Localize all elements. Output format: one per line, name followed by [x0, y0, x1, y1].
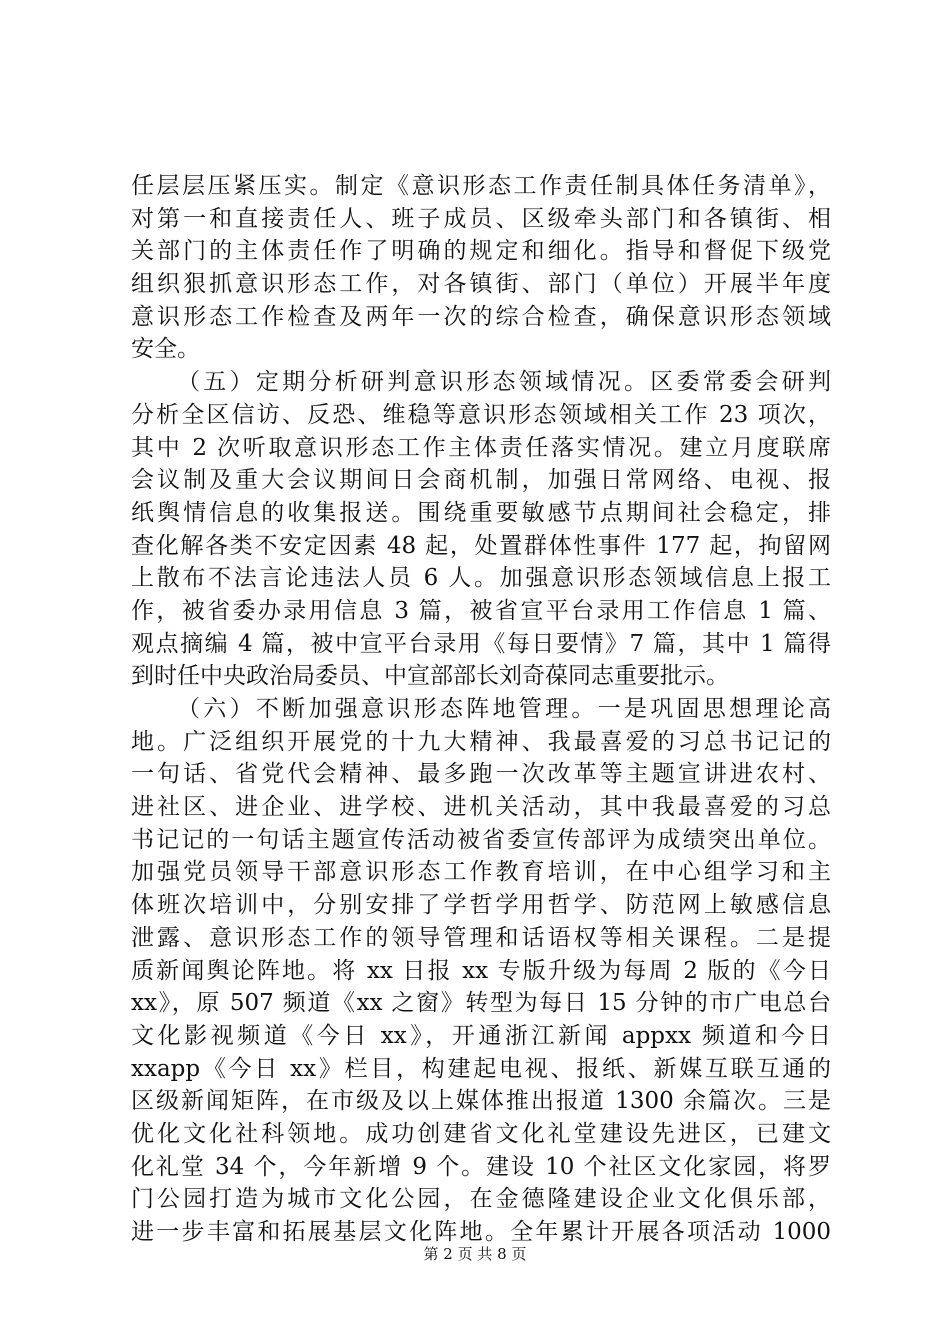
text-line: 优化文化社科领地。成功创建省文化礼堂建设先进区，已建文	[131, 1120, 831, 1147]
text-line: 地。广泛组织开展党的十九大精神、我最喜爱的习总书记记的	[131, 728, 831, 755]
page-number-footer: 第 2 页 共 8 页	[423, 1245, 527, 1263]
text-line: 到时任中央政治局委员、中宣部部长刘奇葆同志重要批示。	[131, 663, 729, 690]
text-line: 门公园打造为城市文化公园，在金德隆建设企业文化俱乐部，	[131, 1186, 831, 1213]
text-line: 进社区、进企业、进学校、进机关活动，其中我最喜爱的习总	[131, 794, 831, 821]
text-line: 分析全区信访、反恐、维稳等意识形态领域相关工作 23 项次，	[131, 401, 831, 428]
text-line: 纸舆情信息的收集报送。围绕重要敏感节点期间社会稳定，排	[131, 499, 831, 526]
text-line: 上散布不法言论违法人员 6 人。加强意识形态领域信息上报工	[131, 565, 831, 592]
text-line: 一句话、省党代会精神、最多跑一次改革等主题宣讲进农村、	[131, 761, 831, 788]
text-line: 化礼堂 34 个，今年新增 9 个。建设 10 个社区文化家园，将罗	[131, 1153, 831, 1180]
text-line: xxapp《今日 xx》栏目，构建起电视、报纸、新媒互联互通的	[131, 1055, 831, 1082]
text-line: 体班次培训中，分别安排了学哲学用哲学、防范网上敏感信息	[131, 892, 831, 919]
text-line: 会议制及重大会议期间日会商机制，加强日常网络、电视、报	[131, 467, 831, 494]
text-line: 安全。	[131, 336, 200, 363]
text-line: 文化影视频道《今日 xx》，开通浙江新闻 appxx 频道和今日	[131, 1022, 831, 1049]
text-line: 观点摘编 4 篇，被中宣平台录用《每日要情》7 篇，其中 1 篇得	[131, 630, 831, 657]
text-line: 书记记的一句话主题宣传活动被省委宣传部评为成绩突出单位。	[131, 826, 831, 853]
text-line: 对第一和直接责任人、班子成员、区级牵头部门和各镇街、相	[131, 205, 831, 232]
text-line: 作，被省委办录用信息 3 篇，被省宣平台录用工作信息 1 篇、	[131, 597, 831, 624]
text-line: 任层层压紧压实。制定《意识形态工作责任制具体任务清单》，	[131, 173, 831, 199]
paragraph-heading-six: （六）不断加强意识形态阵地管理。一是巩固思想理论高	[177, 696, 831, 722]
text-line: 其中 2 次听取意识形态工作主体责任落实情况。建立月度联席	[131, 434, 831, 461]
text-line: 意识形态工作检查及两年一次的综合检查，确保意识形态领域	[131, 303, 831, 330]
text-line: 查化解各类不安定因素 48 起，处置群体性事件 177 起，拘留网	[131, 532, 831, 559]
document-body	[131, 170, 831, 1249]
text-line: 进一步丰富和拓展基层文化阵地。全年累计开展各项活动 1000	[131, 1219, 831, 1245]
text-line: 组织狠抓意识形态工作，对各镇街、部门（单位）开展半年度	[131, 271, 831, 298]
text-line: 加强党员领导干部意识形态工作教育培训，在中心组学习和主	[131, 859, 831, 886]
text-line: 泄露、意识形态工作的领导管理和话语权等相关课程。二是提	[131, 924, 831, 951]
paragraph-heading-five: （五）定期分析研判意识形态领域情况。区委常委会研判	[177, 369, 831, 396]
text-line: 质新闻舆论阵地。将 xx 日报 xx 专版升级为每周 2 版的《今日	[131, 957, 831, 984]
text-line: 区级新闻矩阵，在市级及以上媒体推出报道 1300 余篇次。三是	[131, 1088, 831, 1115]
text-line: 关部门的主体责任作了明确的规定和细化。指导和督促下级党	[131, 238, 831, 265]
text-line: xx》，原 507 频道《xx 之窗》转型为每日 15 分钟的市广电总台	[131, 990, 831, 1017]
